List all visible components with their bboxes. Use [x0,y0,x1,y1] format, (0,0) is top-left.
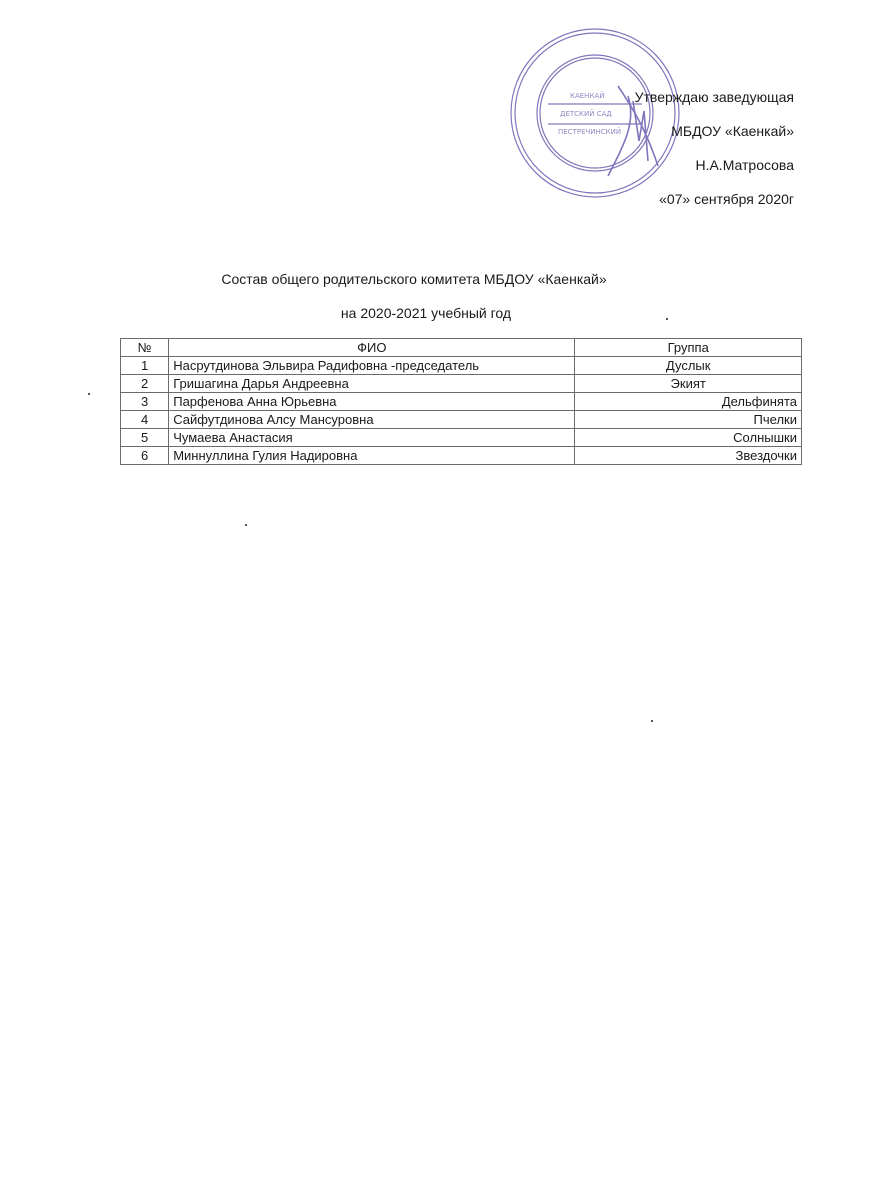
scan-speck [88,393,90,395]
document-title: Состав общего родительского комитета МБДОУ «Каенкай» [221,271,607,287]
cell-number: 4 [121,411,169,429]
approval-line-2: МБДОУ «Каенкай» [671,123,794,139]
scan-speck [245,524,247,526]
cell-group: Дуслык [575,357,802,375]
svg-text:ПЕСТРЕЧИНСКИЙ: ПЕСТРЕЧИНСКИЙ [558,128,622,136]
table-row [121,393,802,411]
cell-group: Пчелки [575,411,802,429]
cell-fio: Гришагина Дарья Андреевна [169,375,575,393]
cell-fio: Насрутдинова Эльвира Радифовна -председатель [169,357,575,375]
cell-number: 3 [121,393,169,411]
cell-number: 5 [121,429,169,447]
header-fio: ФИО [169,339,575,357]
cell-number: 2 [121,375,169,393]
table-row [121,447,802,465]
cell-group: Звездочки [575,447,802,465]
cell-number: 1 [121,357,169,375]
cell-fio: Миннуллина Гулия Надировна [169,447,575,465]
cell-group: Экият [575,375,802,393]
approval-block [635,80,794,216]
scan-speck [666,318,668,320]
table-row [121,429,802,447]
svg-text:ДЕТСКИЙ САД: ДЕТСКИЙ САД [560,110,612,118]
scan-speck [651,720,653,722]
committee-table [120,338,802,465]
approval-line-3: Н.А.Матросова [695,157,794,173]
table-row [121,411,802,429]
svg-text:КАЕНКАЙ: КАЕНКАЙ [570,92,605,100]
table-row [121,375,802,393]
cell-fio: Сайфутдинова Алсу Мансуровна [169,411,575,429]
approval-date: «07» сентября 2020г [659,191,794,207]
cell-number: 6 [121,447,169,465]
cell-group: Дельфинята [575,393,802,411]
document-subtitle: на 2020-2021 учебный год [340,305,512,321]
table-header-row [121,339,802,357]
cell-fio: Чумаева Анастасия [169,429,575,447]
cell-group: Солнышки [575,429,802,447]
header-number: № [121,339,169,357]
header-group: Группа [575,339,802,357]
table-row [121,357,802,375]
cell-fio: Парфенова Анна Юрьевна [169,393,575,411]
approval-line-1: Утверждаю заведующая [634,89,794,105]
